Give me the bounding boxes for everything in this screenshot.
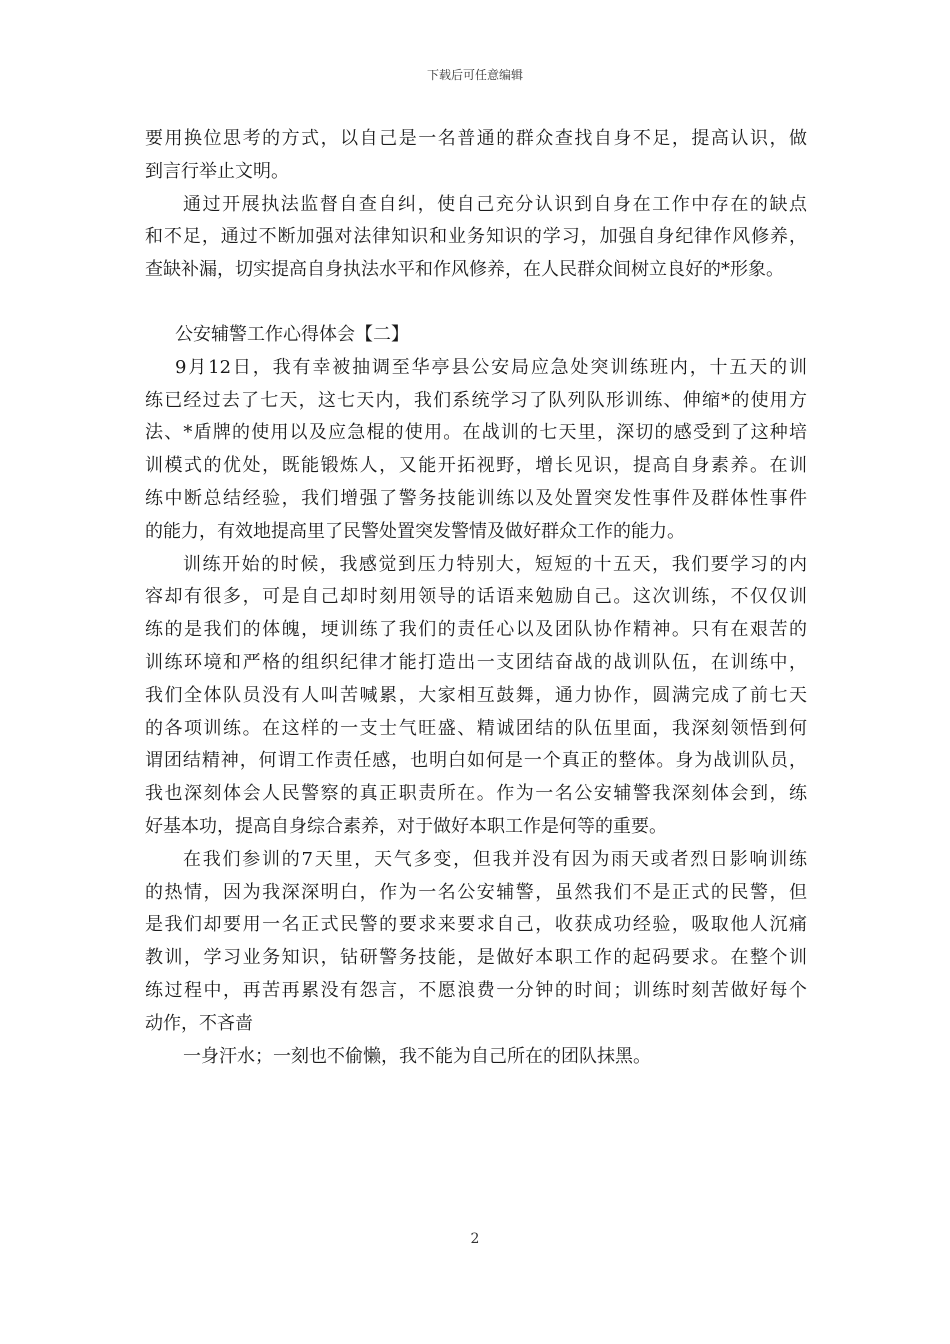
text-line: 练中断总结经验，我们增强了警务技能训练以及处置突发性事件及群体性事件: [145, 487, 807, 509]
text-line: 谓团结精神，何谓工作责任感，也明白如何是一个真正的整体。身为战训队员，: [145, 750, 807, 772]
text-line: 练的是我们的体魄，埂训练了我们的责任心以及团队协作精神。只有在艰苦的: [145, 619, 807, 641]
paragraph: [145, 844, 807, 1041]
text-line: 的各项训练。在这样的一支士气旺盛、精诚团结的队伍里面，我深刻领悟到何: [145, 717, 807, 739]
text-line: 一身汗水；一刻也不偷懒，我不能为自己所在的团队抹黑。: [183, 1045, 651, 1067]
section-title: 公安辅警工作心得体会【二】: [175, 323, 409, 345]
paragraph: [145, 123, 807, 189]
text-line: 在我们参训的7天里，天气多变，但我并没有因为雨天或者烈日影响训练: [183, 848, 807, 870]
text-line: 是我们却要用一名正式民警的要求来要求自己，收获成功经验，吸取他人沉痛: [145, 914, 807, 936]
page-header: 下载后可任意编辑: [426, 68, 523, 82]
page-number: 2: [470, 1231, 480, 1247]
text-line: 教训，学习业务知识，钻研警务技能，是做好本职工作的起码要求。在整个训: [145, 947, 807, 969]
text-line: 训练开始的时候，我感觉到压力特别大，短短的十五天，我们要学习的内: [183, 553, 807, 575]
text-line: 训练环境和严格的组织纪律才能打造出一支团结奋战的战训队伍，在训练中，: [145, 651, 807, 673]
text-line: 的热情，因为我深深明白，作为一名公安辅警，虽然我们不是正式的民警，但: [145, 881, 807, 903]
text-line: 动作，不吝啬: [145, 1012, 253, 1034]
paragraph: [145, 352, 807, 549]
document-body: [145, 123, 807, 1073]
text-line: 查缺补漏，切实提高自身执法水平和作风修养，在人民群众间树立良好的*形象。: [145, 259, 784, 281]
text-line: 的能力，有效地提高里了民警处置突发警情及做好群众工作的能力。: [145, 520, 685, 542]
paragraph: [145, 549, 807, 844]
text-line: 法、*盾牌的使用以及应急棍的使用。在战训的七天里，深切的感受到了这种培: [145, 422, 807, 444]
text-line: 好基本功，提高自身综合素养，对于做好本职工作是何等的重要。: [145, 815, 667, 837]
text-line: 容却有很多，可是自己却时刻用领导的话语来勉励自己。这次训练，不仅仅训: [145, 586, 807, 608]
text-line: 练已经过去了七天，这七天内，我们系统学习了队列队形训练、伸缩*的使用方: [145, 389, 807, 411]
text-line: 练过程中，再苦再累没有怨言，不愿浪费一分钟的时间；训练时刻苦做好每个: [145, 979, 807, 1001]
paragraph: [145, 189, 807, 287]
text-line: 训模式的优处，既能锻炼人，又能开拓视野，增长见识，提高自身素养。在训: [145, 455, 807, 477]
text-line: 9月12日，我有幸被抽调至华亭县公安局应急处突训练班内，十五天的训: [175, 356, 807, 378]
paragraph: [145, 1041, 807, 1074]
text-line: 和不足，通过不断加强对法律知识和业务知识的学习，加强自身纪律作风修养，: [145, 226, 807, 248]
text-line: 要用换位思考的方式，以自己是一名普通的群众查找自身不足，提高认识，做: [145, 128, 807, 149]
text-line: 到言行举止文明。: [145, 160, 289, 182]
text-line: 通过开展执法监督自查自纠，使自己充分认识到自身在工作中存在的缺点: [183, 193, 807, 215]
blank-line: [145, 287, 807, 319]
text-line: 我们全体队员没有人叫苦喊累，大家相互鼓舞，通力协作，圆满完成了前七天: [145, 684, 807, 706]
text-line: 我也深刻体会人民警察的真正职责所在。作为一名公安辅警我深刻体会到，练: [145, 783, 807, 805]
